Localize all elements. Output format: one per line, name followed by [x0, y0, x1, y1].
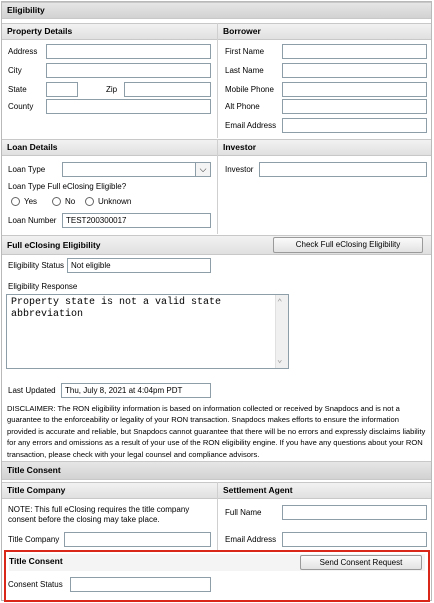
title-company-input[interactable]	[64, 532, 211, 547]
city-label: City	[8, 66, 22, 75]
settlement-full-name-input[interactable]	[282, 505, 427, 520]
email-label: Email Address	[225, 121, 277, 130]
radio-no[interactable]	[52, 197, 61, 206]
title-consent-note: NOTE: This full eClosing requires the title company consent before the closing may take place.	[8, 505, 190, 524]
zip-input[interactable]	[124, 82, 211, 97]
last-name-input[interactable]	[282, 63, 427, 78]
loan-number-input[interactable]: TEST200300017	[62, 213, 211, 228]
radio-unknown[interactable]	[85, 197, 94, 206]
column-divider	[217, 23, 218, 138]
loan-details-header: Loan Details	[2, 139, 217, 156]
eligibility-response-text: Property state is not a valid state abbreviation	[11, 297, 222, 320]
county-label: County	[8, 102, 34, 111]
title-consent-main-header: Title Consent	[2, 461, 431, 480]
first-name-input[interactable]	[282, 44, 427, 59]
city-input[interactable]	[46, 63, 211, 78]
mobile-phone-label: Mobile Phone	[225, 85, 274, 94]
eligibility-response-textarea[interactable]	[6, 294, 289, 369]
radio-no-label: No	[65, 197, 76, 206]
check-eligibility-button[interactable]: Check Full eClosing Eligibility	[273, 237, 423, 253]
scroll-down-icon[interactable]: ⌄	[277, 355, 283, 365]
settlement-full-name-label: Full Name	[225, 508, 262, 517]
eligibility-header: Eligibility	[2, 2, 431, 19]
title-company-header: Title Company	[2, 482, 217, 499]
county-input[interactable]	[46, 99, 211, 114]
chevron-down-icon[interactable]: ⌵	[195, 163, 210, 176]
settlement-email-input[interactable]	[282, 532, 427, 547]
loan-type-label: Loan Type	[8, 165, 46, 174]
zip-label: Zip	[106, 85, 118, 94]
scrollbar[interactable]	[275, 295, 288, 368]
alt-phone-label: Alt Phone	[225, 102, 260, 111]
radio-yes[interactable]	[11, 197, 20, 206]
radio-yes-label: Yes	[24, 197, 38, 206]
eligibility-response-label: Eligibility Response	[8, 282, 78, 291]
disclaimer-text: DISCLAIMER: The RON eligibility information is based on information collected or received by Snapdocs and is not a guarantee to the enforceability or legality of your RON transaction. Snapdocs makes efforts to ensure the information provided is accurate and reliable, but Snapdocs cannot guarantee that there will be no errors and expressly disclaims liability for any errors and omissions as a result of your use of the RON eligibility engine. If you have any questions about your RON transaction, please check with your legal counsel and compliance advisors.	[7, 404, 426, 459]
send-consent-request-button[interactable]: Send Consent Request	[300, 555, 422, 570]
loan-type-select[interactable]	[62, 162, 211, 177]
last-updated-input[interactable]: Thu, July 8, 2021 at 4:04pm PDT	[61, 383, 211, 398]
borrower-header: Borrower	[218, 23, 431, 40]
mobile-phone-input[interactable]	[282, 82, 427, 97]
last-name-label: Last Name	[225, 66, 264, 75]
title-consent-header: Title Consent	[9, 554, 425, 571]
investor-input[interactable]	[259, 162, 427, 177]
eligibility-status-label: Eligibility Status	[8, 261, 65, 270]
property-details-header: Property Details	[2, 23, 217, 40]
investor-header: Investor	[218, 139, 431, 156]
loan-number-label: Loan Number	[8, 216, 57, 225]
column-divider	[217, 482, 218, 550]
last-updated-label: Last Updated	[8, 386, 56, 395]
borrower-email-input[interactable]	[282, 118, 427, 133]
consent-status-label: Consent Status	[8, 580, 63, 589]
first-name-label: First Name	[225, 47, 265, 56]
column-divider	[217, 139, 218, 234]
settlement-agent-header: Settlement Agent	[218, 482, 431, 499]
scroll-up-icon[interactable]: ⌃	[277, 298, 283, 308]
investor-label: Investor	[225, 165, 254, 174]
address-label: Address	[8, 47, 38, 56]
settlement-email-label: Email Address	[225, 535, 277, 544]
title-company-label: Title Company	[8, 535, 60, 544]
eligibility-status-input[interactable]: Not eligible	[67, 258, 211, 273]
address-input[interactable]	[46, 44, 211, 59]
state-label: State	[8, 85, 27, 94]
highlight-box	[4, 550, 430, 602]
full-eclosing-header: Full eClosing Eligibility	[2, 235, 431, 255]
eligible-question-label: Loan Type Full eClosing Eligible?	[8, 182, 127, 191]
alt-phone-input[interactable]	[282, 99, 427, 114]
state-input[interactable]	[46, 82, 78, 97]
radio-unknown-label: Unknown	[98, 197, 132, 206]
